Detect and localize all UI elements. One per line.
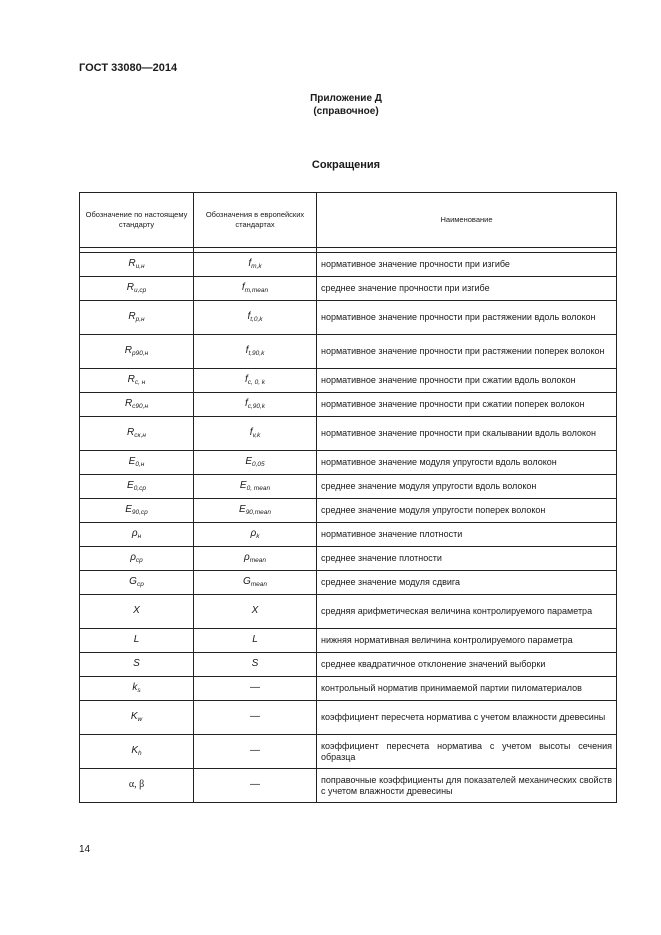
gost-symbol-cell <box>80 335 194 369</box>
description-cell: нормативное значение модуля упругости вдоль волокон <box>317 451 617 475</box>
table-row <box>80 369 617 393</box>
gost-symbol-subscript: ср <box>136 580 144 588</box>
page-number: 14 <box>79 844 91 855</box>
abbreviations-table <box>79 192 617 803</box>
appendix-subtitle: (справочное) <box>313 106 379 117</box>
euro-symbol-cell <box>194 547 317 571</box>
gost-symbol-cell <box>80 595 194 629</box>
euro-symbol-cell <box>194 417 317 451</box>
column-header-euro: Обозначения в европейских стандартах <box>194 193 317 248</box>
euro-symbol: E <box>245 455 252 467</box>
table-row <box>80 301 617 335</box>
euro-symbol-cell <box>194 475 317 499</box>
gost-symbol-cell <box>80 417 194 451</box>
gost-symbol: E <box>128 455 136 467</box>
gost-symbol: ρ <box>130 551 136 563</box>
gost-symbol-cell <box>80 451 194 475</box>
euro-symbol: E <box>239 503 246 515</box>
gost-symbol: R <box>124 344 132 356</box>
table-row <box>80 701 617 735</box>
euro-symbol: ρ <box>244 551 250 563</box>
gost-symbol-cell <box>80 653 194 677</box>
gost-symbol: E <box>125 503 132 515</box>
euro-symbol: f <box>245 344 249 356</box>
gost-symbol-cell <box>80 301 194 335</box>
gost-symbol-subscript: w <box>137 715 143 723</box>
euro-symbol-cell <box>194 523 317 547</box>
table-row <box>80 417 617 451</box>
euro-symbol-cell <box>194 369 317 393</box>
euro-symbol-subscript: 0,05 <box>252 460 265 468</box>
euro-symbol-cell <box>194 629 317 653</box>
euro-symbol-subscript: t,0,k <box>250 315 263 323</box>
euro-symbol: — <box>250 710 260 722</box>
euro-symbol: E <box>239 479 247 491</box>
gost-symbol: R <box>124 397 133 409</box>
gost-symbol: E <box>127 479 134 491</box>
euro-symbol: f <box>248 257 252 269</box>
gost-symbol: R <box>127 373 135 385</box>
euro-symbol-subscript: mean <box>249 556 266 564</box>
euro-symbol-cell <box>194 769 317 803</box>
table-row <box>80 735 617 769</box>
euro-symbol-cell <box>194 735 317 769</box>
euro-symbol: f <box>241 281 245 293</box>
gost-symbol-cell <box>80 677 194 701</box>
section-title: Сокращения <box>311 159 381 171</box>
euro-symbol-cell <box>194 677 317 701</box>
gost-symbol-subscript: н <box>137 532 142 540</box>
gost-symbol-subscript: 90,ср <box>131 508 148 516</box>
table-row <box>80 499 617 523</box>
gost-symbol-cell <box>80 735 194 769</box>
gost-symbol-cell <box>80 547 194 571</box>
description-cell: контрольный норматив принимаемой партии пиломатериалов <box>317 677 617 701</box>
gost-symbol-subscript: р,н <box>135 315 145 323</box>
gost-symbol: X <box>133 604 140 616</box>
table-row <box>80 629 617 653</box>
gost-symbol-subscript: с90,н <box>132 402 149 410</box>
gost-symbol-subscript: 0,н <box>135 460 145 468</box>
euro-symbol-subscript: k <box>256 532 260 540</box>
euro-symbol: S <box>251 657 259 669</box>
euro-symbol: f <box>249 426 253 438</box>
appendix-heading <box>0 92 661 118</box>
gost-symbol-subscript: u,н <box>135 262 145 270</box>
gost-symbol: k <box>132 681 138 693</box>
table-row <box>80 523 617 547</box>
description-cell: нормативное значение прочности при изгибе <box>317 253 617 277</box>
gost-symbol-subscript: 0,ср <box>133 484 146 492</box>
description-cell: нормативное значение прочности при сжатии вдоль волокон <box>317 369 617 393</box>
gost-symbol: α, β <box>128 778 145 790</box>
description-cell: коэффициент пересчета норматива с учетом влажности древесины <box>317 701 617 735</box>
gost-symbol-subscript: h <box>138 749 142 757</box>
euro-symbol-subscript: с,90,k <box>247 402 266 410</box>
euro-symbol: G <box>242 575 251 587</box>
gost-symbol: K <box>131 744 139 756</box>
euro-symbol-subscript: 90,mean <box>245 508 271 516</box>
euro-symbol-cell <box>194 653 317 677</box>
euro-symbol: — <box>250 681 260 693</box>
euro-symbol: X <box>251 604 259 616</box>
description-cell: нижняя нормативная величина контролируемого параметра <box>317 629 617 653</box>
gost-symbol-cell <box>80 475 194 499</box>
description-cell: нормативное значение прочности при сжатии поперек волокон <box>317 393 617 417</box>
gost-symbol: R <box>127 426 135 438</box>
table-row <box>80 769 617 803</box>
euro-symbol: f <box>244 397 248 409</box>
description-cell: среднее значение плотности <box>317 547 617 571</box>
table-row <box>80 451 617 475</box>
gost-symbol-subscript: u,ср <box>133 286 147 294</box>
gost-symbol: L <box>133 633 140 645</box>
gost-symbol: G <box>129 575 137 587</box>
description-cell: нормативное значение прочности при растяжении вдоль волокон <box>317 301 617 335</box>
euro-symbol-subscript: mean <box>250 580 268 588</box>
table-body <box>80 248 617 803</box>
gost-symbol-cell <box>80 393 194 417</box>
description-cell: среднее значение модуля упругости вдоль волокон <box>317 475 617 499</box>
euro-symbol-cell <box>194 393 317 417</box>
table-row <box>80 393 617 417</box>
euro-symbol-subscript: с, 0, k <box>247 378 266 386</box>
gost-symbol-cell <box>80 369 194 393</box>
euro-symbol: L <box>252 633 258 645</box>
table-row <box>80 677 617 701</box>
gost-symbol-cell <box>80 253 194 277</box>
euro-symbol: f <box>244 373 248 385</box>
euro-symbol-subscript: m,mean <box>244 286 269 294</box>
euro-symbol: f <box>247 310 251 322</box>
euro-symbol-subscript: t,90,k <box>248 349 265 357</box>
euro-symbol: — <box>250 778 260 790</box>
euro-symbol-cell <box>194 277 317 301</box>
description-cell: средняя арифметическая величина контролируемого параметра <box>317 595 617 629</box>
gost-symbol-cell <box>80 523 194 547</box>
description-cell: среднее значение модуля упругости поперек волокон <box>317 499 617 523</box>
euro-symbol-cell <box>194 335 317 369</box>
gost-symbol: S <box>133 657 140 669</box>
gost-symbol-subscript: s <box>137 686 141 694</box>
table-row <box>80 547 617 571</box>
table-row <box>80 277 617 301</box>
column-header-gost: Обозначение по настоящему стандарту <box>80 193 194 248</box>
gost-symbol-cell <box>80 571 194 595</box>
table-row <box>80 335 617 369</box>
gost-symbol: ρ <box>131 527 138 539</box>
description-cell: коэффициент пересчета норматива с учетом высоты сечения образца <box>317 735 617 769</box>
gost-symbol-subscript: с, н <box>134 378 146 386</box>
table-row <box>80 595 617 629</box>
euro-symbol-cell <box>194 253 317 277</box>
appendix-title: Приложение Д <box>310 93 382 104</box>
gost-symbol-cell <box>80 277 194 301</box>
gost-symbol: R <box>126 281 134 293</box>
column-header-name: Наименование <box>317 193 617 248</box>
description-cell: нормативное значение прочности при растяжении поперек волокон <box>317 335 617 369</box>
description-cell: нормативное значение прочности при скалывании вдоль волокон <box>317 417 617 451</box>
gost-symbol-subscript: р90,н <box>132 349 149 357</box>
euro-symbol-cell <box>194 499 317 523</box>
gost-symbol-cell <box>80 499 194 523</box>
euro-symbol-cell <box>194 451 317 475</box>
gost-symbol-subscript: ск,н <box>134 431 146 439</box>
table-row <box>80 653 617 677</box>
table-row <box>80 253 617 277</box>
gost-symbol: K <box>130 710 138 722</box>
euro-symbol-subscript: 0, mean <box>246 484 271 492</box>
gost-symbol-cell <box>80 769 194 803</box>
gost-symbol-cell <box>80 629 194 653</box>
euro-symbol-cell <box>194 301 317 335</box>
table-row <box>80 475 617 499</box>
euro-symbol: ρ <box>250 527 257 539</box>
document-code: ГОСТ 33080—2014 <box>79 62 178 74</box>
table-row <box>80 571 617 595</box>
description-cell: нормативное значение плотности <box>317 523 617 547</box>
euro-symbol-cell <box>194 701 317 735</box>
euro-symbol-cell <box>194 595 317 629</box>
gost-symbol-subscript: ср <box>135 556 143 564</box>
description-cell: среднее квадратичное отклонение значений выборки <box>317 653 617 677</box>
description-cell: среднее значение прочности при изгибе <box>317 277 617 301</box>
description-cell: поправочные коэффициенты для показателей механических свойств с учетом влажности древесины <box>317 769 617 803</box>
gost-symbol: R <box>128 257 136 269</box>
euro-symbol-subscript: m,k <box>251 262 262 270</box>
gost-symbol: R <box>128 310 136 322</box>
gost-symbol-cell <box>80 701 194 735</box>
description-cell: среднее значение модуля сдвига <box>317 571 617 595</box>
euro-symbol-cell <box>194 571 317 595</box>
euro-symbol-subscript: v,k <box>252 431 261 439</box>
euro-symbol: — <box>250 744 260 756</box>
